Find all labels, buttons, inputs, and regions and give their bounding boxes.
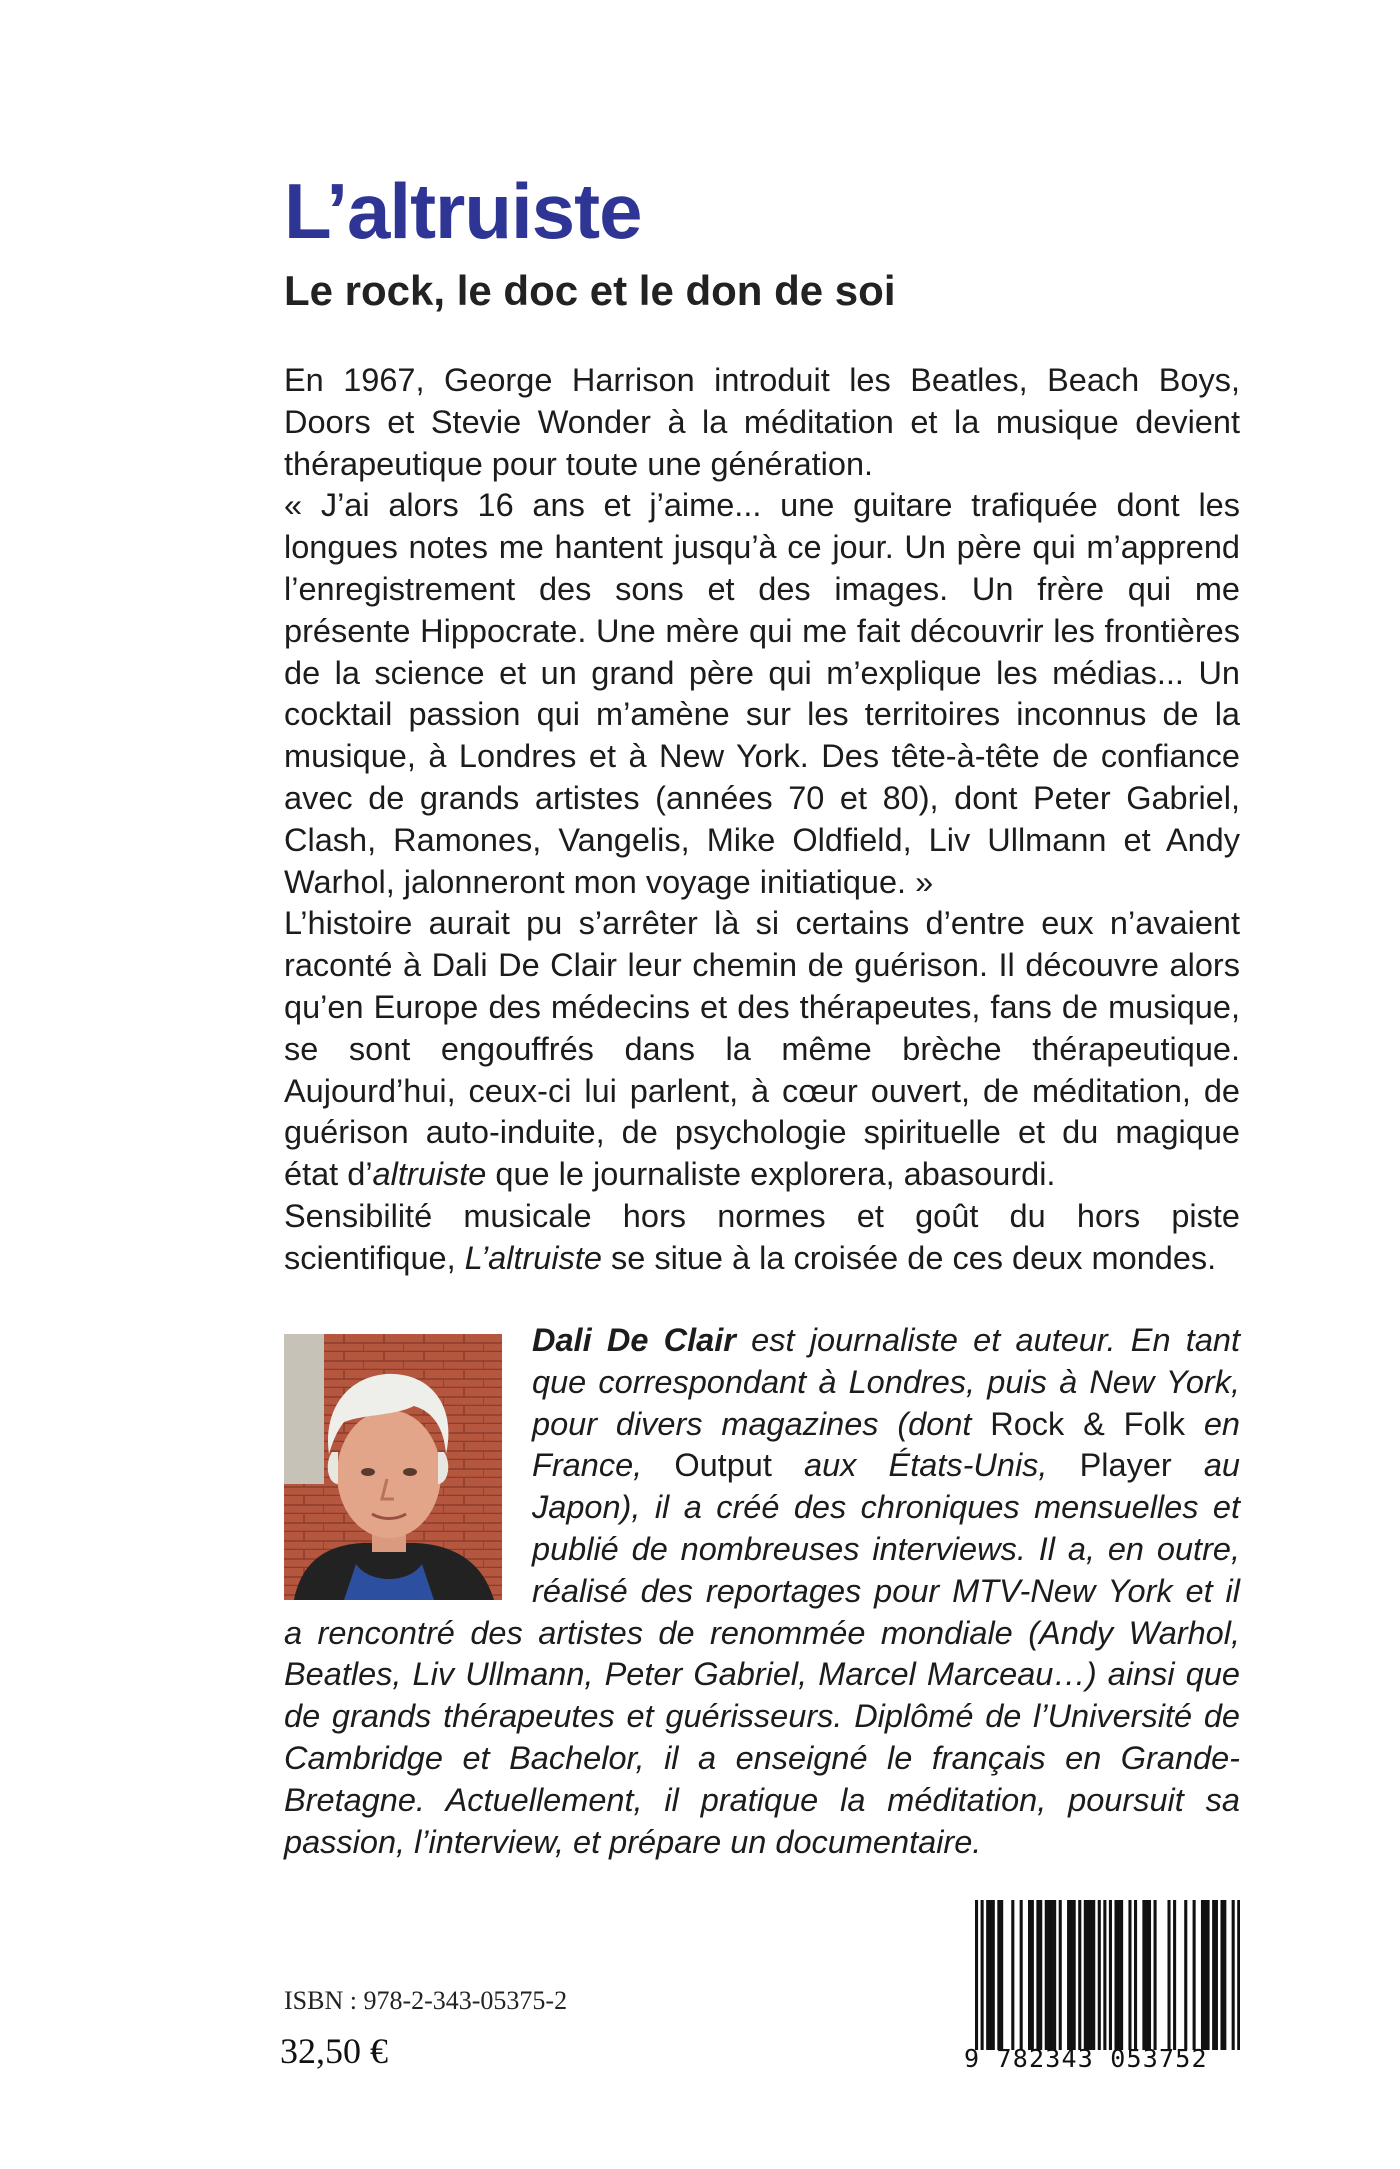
barcode-bar xyxy=(997,1900,1000,2050)
blurb-p3-italic: altruiste xyxy=(372,1156,487,1193)
barcode-bar xyxy=(1109,1900,1112,2050)
barcode-bar xyxy=(1000,1900,1003,2050)
back-cover-blurb xyxy=(284,360,1240,1280)
bio-text-3: aux États-Unis, xyxy=(771,1447,1080,1484)
barcode-bar xyxy=(989,1900,992,2050)
author-name: Dali De Clair xyxy=(532,1322,736,1358)
barcode-bar xyxy=(1045,1900,1048,2050)
photo-float-spacer xyxy=(284,1320,532,1603)
barcode-bar xyxy=(1220,1900,1223,2050)
barcode-bar xyxy=(1092,1900,1095,2050)
blurb-p3-text: L’histoire aurait pu s’arrêter là si certains d’entre eux n’avaient raconté à Dali De Clair leur chemin de guérison. Il découvre alors qu’en Europe des médecins et des thérapeutes, fans de musique, se sont engouffrés dans la même brèche thérapeutique. Aujourd’hui, ceux-ci lui parlent, à cœur ouvert, de méditation, de guérison auto-induite, de psychologie spirituelle et du magique état d’ xyxy=(284,905,1240,1193)
book-price: 32,50 € xyxy=(280,2031,388,2071)
barcode-bar xyxy=(1154,1900,1157,2050)
blurb-p3-end: que le journaliste explorera, abasourdi. xyxy=(486,1156,1056,1193)
magazine-output: Output xyxy=(674,1447,772,1484)
barcode-bar xyxy=(1078,1900,1081,2050)
isbn-number: ISBN : 978-2-343-05375-2 xyxy=(284,1986,568,2015)
barcode-bar xyxy=(1148,1900,1151,2050)
book-title: L’altruiste xyxy=(284,167,642,255)
barcode-bar xyxy=(1207,1900,1210,2050)
barcode-bar xyxy=(1142,1900,1145,2050)
barcode-bar xyxy=(1145,1900,1148,2050)
barcode-digits: 9 782343 053752 xyxy=(964,2044,1208,2073)
magazine-player: Player xyxy=(1079,1447,1172,1484)
barcode-bar xyxy=(1036,1900,1039,2050)
barcode-bar xyxy=(1059,1900,1062,2050)
barcode-bar xyxy=(1173,1900,1176,2050)
barcode-bar xyxy=(1053,1900,1056,2050)
barcode-bar xyxy=(1232,1900,1235,2050)
barcode-bar xyxy=(1011,1900,1014,2050)
barcode-bar xyxy=(1020,1900,1023,2050)
book-subtitle: Le rock, le doc et le don de soi xyxy=(284,267,896,314)
barcode-bar xyxy=(1067,1900,1070,2050)
barcode-bar xyxy=(1084,1900,1087,2050)
barcode-bar xyxy=(1223,1900,1226,2050)
barcode-bar xyxy=(1114,1900,1117,2050)
barcode-bar xyxy=(1098,1900,1101,2050)
barcode-bar xyxy=(1039,1900,1042,2050)
barcode-bar xyxy=(1089,1900,1092,2050)
barcode-bar xyxy=(1215,1900,1218,2050)
barcode-bar xyxy=(1050,1900,1053,2050)
author-bio-text xyxy=(284,1320,1240,1863)
author-bio xyxy=(284,1320,1240,1863)
barcode-bar xyxy=(1134,1900,1137,2050)
bio-text-4: au Japon), il a créé des chroniques mensuelles et publié de nombreuses interviews. Il a, en outre, réalisé des reportages pour MTV-New York et il a rencontré des artistes de renommée mondiale (Andy Warhol, Beatles, Liv Ullmann, Peter Gabriel, Marcel Marceau…) ainsi que de grands thérapeutes et guérisseurs. Diplômé de l’Université de Cambridge et Bachelor, il a enseigné le français en Grande-Bretagne. Actuellement, il pratique la méditation, poursuit sa passion, l’interview, et prépare un documentaire. xyxy=(284,1447,1240,1860)
barcode-bar xyxy=(1070,1900,1073,2050)
magazine-rock-folk: Rock & Folk xyxy=(990,1405,1186,1442)
blurb-paragraph-4 xyxy=(284,1196,1240,1280)
barcode-bar xyxy=(1212,1900,1215,2050)
barcode-bar xyxy=(975,1900,978,2050)
blurb-p4-italic: L’altruiste xyxy=(464,1239,602,1276)
barcode-bar xyxy=(981,1900,984,2050)
blurb-paragraph-1: En 1967, George Harrison introduit les Beatles, Beach Boys, Doors et Stevie Wonder à la méditation et la musique devient thérapeutique pour toute une génération. xyxy=(284,362,1240,482)
barcode-bar xyxy=(1204,1900,1207,2050)
blurb-paragraph-2: « J’ai alors 16 ans et j’aime... une guitare trafiquée dont les longues notes me hantent jusqu’à ce jour. Un père qui m’apprend l’enregistrement des sons et des images. Un frère qui me présente Hippocrate. Une mère qui me fait découvrir les frontières de la science et un grand père qui m’explique les médias... Un cocktail passion qui m’amène sur les territoires inconnus de la musique, à Londres et à New York. Des tête-à-tête de confiance avec de grands artistes (années 70 et 80), dont Peter Gabriel, Clash, Ramones, Vangelis, Mike Oldfield, Liv Ullmann et Andy Warhol, jalonneront mon voyage initiatique. » xyxy=(284,487,1240,900)
barcode-bar xyxy=(1073,1900,1076,2050)
barcode-bar xyxy=(1167,1900,1170,2050)
barcode-bar xyxy=(1117,1900,1120,2050)
blurb-p4-end: se situe à la croisée de ces deux mondes. xyxy=(601,1239,1217,1276)
blurb-p4-text: Sensibilité musicale hors normes et goût du hors piste scientifique, xyxy=(284,1197,1240,1276)
barcode-bar xyxy=(1031,1900,1034,2050)
barcode-bar xyxy=(1087,1900,1090,2050)
barcode-bar xyxy=(1201,1900,1204,2050)
blurb-paragraph-3 xyxy=(284,903,1240,1196)
barcode-bar xyxy=(1048,1900,1051,2050)
barcode-bar xyxy=(1028,1900,1031,2050)
barcode-bar xyxy=(1120,1900,1123,2050)
barcode-bar xyxy=(1103,1900,1106,2050)
bio-text-2: en France, xyxy=(532,1405,1240,1484)
bio-text-1: est journaliste et auteur. En tant que correspondant à Londres, puis à New York, pour divers magazines (dont xyxy=(532,1322,1240,1442)
barcode-image xyxy=(975,1900,1240,2050)
barcode-bar xyxy=(986,1900,989,2050)
barcode-bar xyxy=(1128,1900,1131,2050)
barcode-bar xyxy=(1193,1900,1196,2050)
barcode-bar xyxy=(992,1900,995,2050)
barcode-bar xyxy=(1184,1900,1187,2050)
barcode-bar xyxy=(1237,1900,1240,2050)
